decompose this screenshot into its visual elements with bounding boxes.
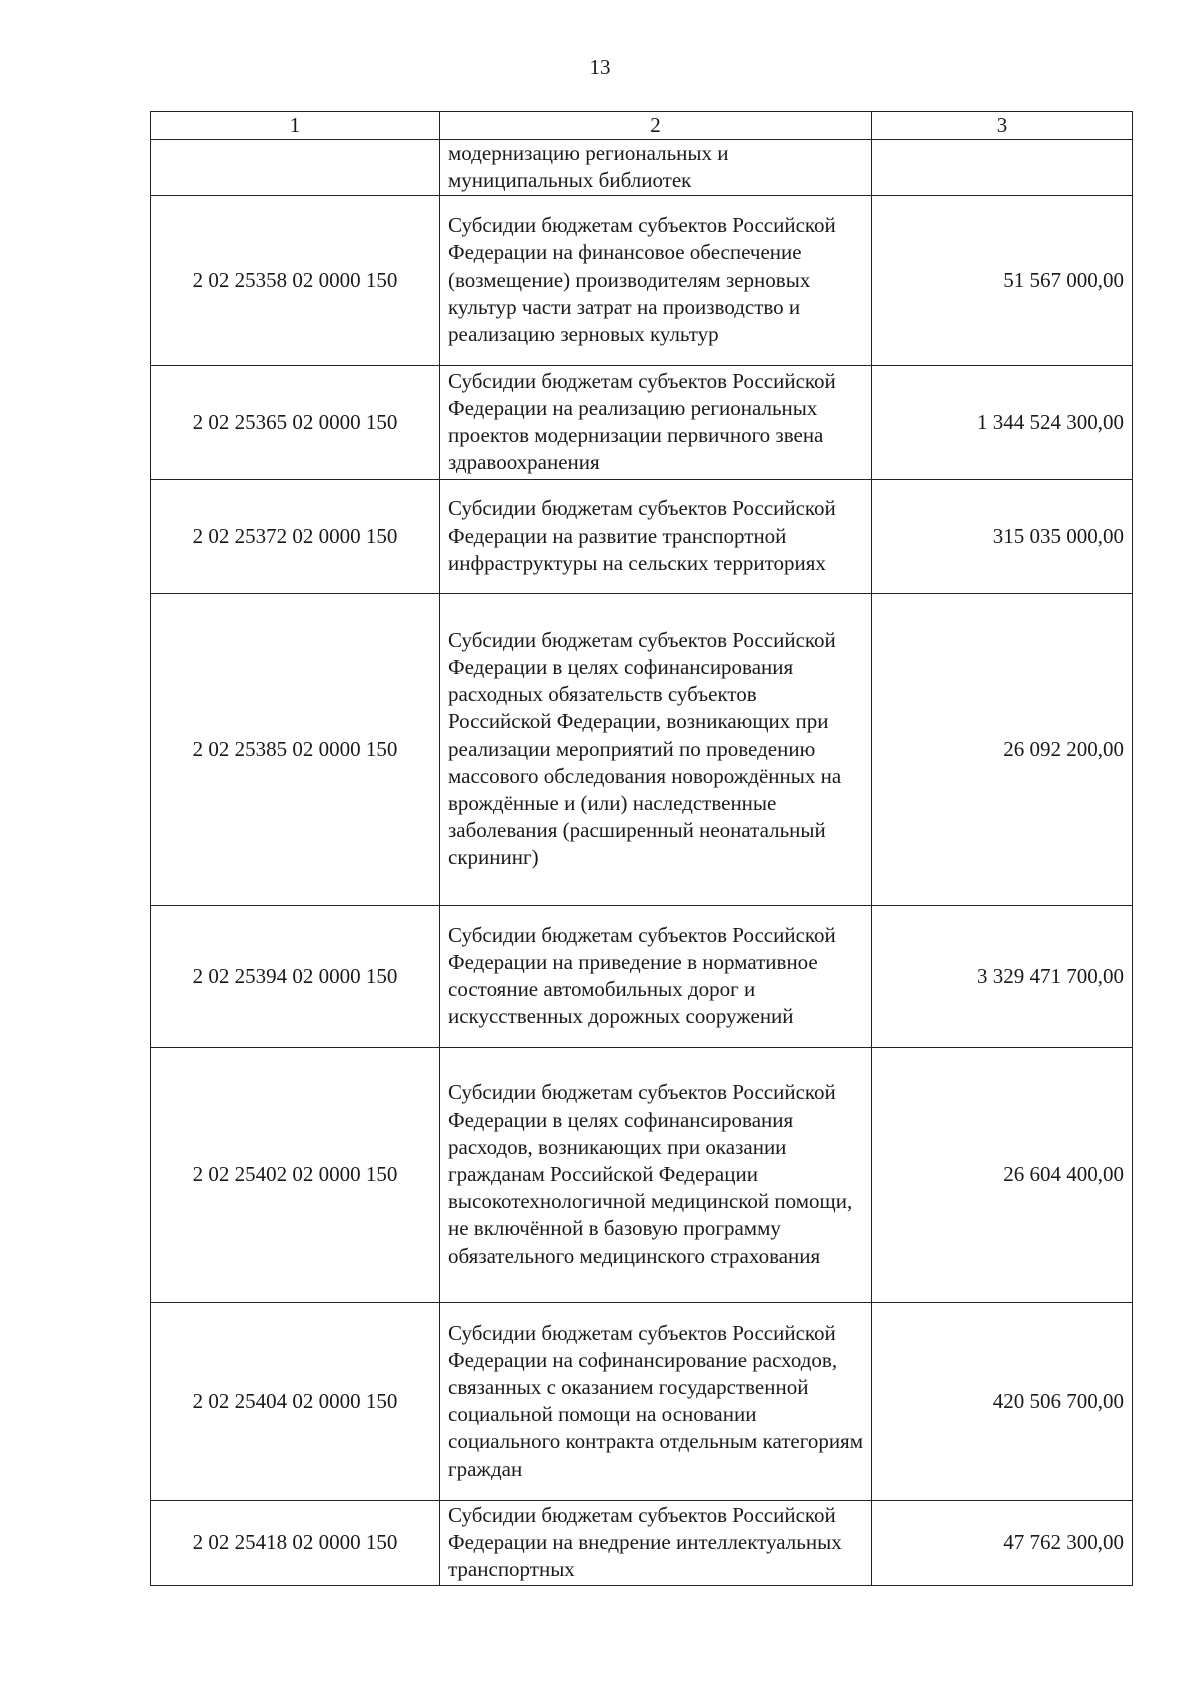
table-header-row xyxy=(151,112,1133,140)
table-row xyxy=(151,195,1133,365)
row-code-cell: 2 02 25385 02 0000 150 xyxy=(151,593,440,905)
table-row xyxy=(151,1500,1133,1585)
row-code-cell: 2 02 25404 02 0000 150 xyxy=(151,1302,440,1500)
row-description-cell: Субсидии бюджетам субъектов Российской Федерации на реализацию региональных проектов модернизации первичного звена здравоохранения xyxy=(440,365,872,479)
row-description-cell: Субсидии бюджетам субъектов Российской Федерации на развитие транспортной инфраструктуры на сельских территориях xyxy=(440,479,872,593)
row-description-cell: Субсидии бюджетам субъектов Российской Федерации на финансовое обеспечение (возмещение) производителям зерновых культур части затрат на производство и реализацию зерновых культур xyxy=(440,195,872,365)
row-description-cell: Субсидии бюджетам субъектов Российской Федерации на приведение в нормативное состояние автомобильных дорог и искусственных дорожных сооружений xyxy=(440,905,872,1047)
row-code-cell: 2 02 25365 02 0000 150 xyxy=(151,365,440,479)
row-code-cell: 2 02 25372 02 0000 150 xyxy=(151,479,440,593)
row-code-cell: 2 02 25394 02 0000 150 xyxy=(151,905,440,1047)
header-cell-column-3: 3 xyxy=(872,112,1133,140)
table-row xyxy=(151,905,1133,1047)
row-code-cell: 2 02 25358 02 0000 150 xyxy=(151,195,440,365)
table-row xyxy=(151,1302,1133,1500)
row-amount-cell: 1 344 524 300,00 xyxy=(872,365,1133,479)
row-description-cell: Субсидии бюджетам субъектов Российской Федерации в целях софинансирования расходов, возникающих при оказании гражданам Российской Федерации высокотехнологичной медицинской помощи, не включённой в базовую программу обязательного медицинского страхования xyxy=(440,1047,872,1302)
row-amount-cell: 26 604 400,00 xyxy=(872,1047,1133,1302)
row-amount-cell: 420 506 700,00 xyxy=(872,1302,1133,1500)
row-amount-cell: 3 329 471 700,00 xyxy=(872,905,1133,1047)
page-number: 13 xyxy=(589,55,611,79)
row-code-cell: 2 02 25418 02 0000 150 xyxy=(151,1500,440,1585)
row-amount-cell: 315 035 000,00 xyxy=(872,479,1133,593)
row-code-cell: 2 02 25402 02 0000 150 xyxy=(151,1047,440,1302)
table-row xyxy=(151,365,1133,479)
table-row xyxy=(151,140,1133,195)
row-description-cell: Субсидии бюджетам субъектов Российской Федерации на внедрение интеллектуальных транспортных xyxy=(440,1500,872,1585)
row-code-cell xyxy=(151,140,440,195)
row-description-cell: Субсидии бюджетам субъектов Российской Федерации в целях софинансирования расходных обязательств субъектов Российской Федерации, возникающих при реализации мероприятий по проведению массового обследования новорождённых на врождённые и (или) наследственные заболевания (расширенный неонатальный скрининг) xyxy=(440,593,872,905)
header-cell-column-2: 2 xyxy=(440,112,872,140)
row-amount-cell xyxy=(872,140,1133,195)
table-row xyxy=(151,1047,1133,1302)
header-cell-column-1: 1 xyxy=(151,112,440,140)
row-amount-cell: 26 092 200,00 xyxy=(872,593,1133,905)
row-description-cell: Субсидии бюджетам субъектов Российской Федерации на софинансирование расходов, связанных с оказанием государственной социальной помощи на основании социального контракта отдельным категориям граждан xyxy=(440,1302,872,1500)
table-row xyxy=(151,479,1133,593)
row-amount-cell: 47 762 300,00 xyxy=(872,1500,1133,1585)
row-description-cell: модернизацию региональных и муниципальных библиотек xyxy=(440,140,872,195)
budget-revenue-table xyxy=(150,111,1133,1586)
row-amount-cell: 51 567 000,00 xyxy=(872,195,1133,365)
table-row xyxy=(151,593,1133,905)
